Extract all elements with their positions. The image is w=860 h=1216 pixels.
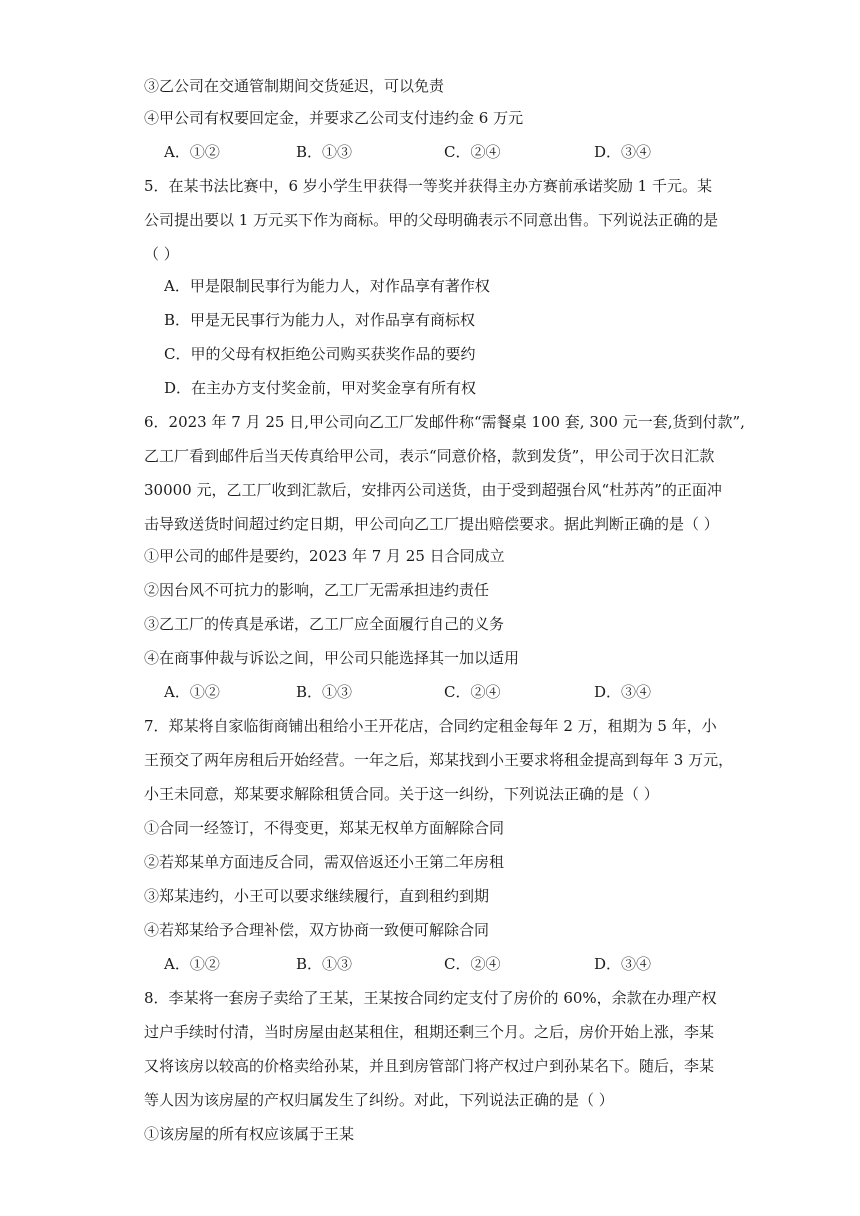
q4-option-b: B．①③ — [296, 143, 353, 161]
q7-stem-line-2: 王预交了两年房租后开始经营。一年之后，郑某找到小王要求将租金提高到每年 3 万元， — [144, 751, 734, 769]
q7-item-2: ②若郑某单方面违反合同，需双倍返还小王第二年房租 — [144, 853, 505, 871]
q5-stem-line-3: （ ） — [144, 245, 179, 263]
q7-item-1: ①合同一经签订，不得变更，郑某无权单方面解除合同 — [144, 819, 505, 837]
q6-item-2: ②因台风不可抗力的影响，乙工厂无需承担违约责任 — [144, 581, 490, 599]
q6-item-1: ①甲公司的邮件是要约，2023 年 7 月 25 日合同成立 — [144, 547, 505, 565]
q6-option-d: D．③④ — [594, 683, 652, 701]
q5-choice-d: D．在主办方支付奖金前，甲对奖金享有所有权 — [164, 379, 477, 397]
q6-option-c: C．②④ — [444, 683, 501, 701]
q7-stem-line-3: 小王未同意，郑某要求解除租赁合同。关于这一纠纷，下列说法正确的是（ ） — [144, 785, 659, 803]
q6-stem-line-4: 击导致送货时间超过约定日期，甲公司向乙工厂提出赔偿要求。据此判断正确的是（ ） — [144, 515, 719, 533]
q7-stem-line-1: 7．郑某将自家临街商铺出租给小王开花店，合同约定租金每年 2 万，租期为 5 年，小 — [144, 717, 717, 735]
q4-item-4: ④甲公司有权要回定金，并要求乙公司支付违约金 6 万元 — [144, 109, 524, 127]
q4-option-a: A．①② — [164, 143, 220, 161]
q4-option-c: C．②④ — [444, 143, 501, 161]
q5-choice-a: A．甲是限制民事行为能力人，对作品享有著作权 — [164, 277, 490, 295]
q6-option-a: A．①② — [164, 683, 220, 701]
q8-item-1: ①该房屋的所有权应该属于王某 — [144, 1125, 355, 1143]
q6-stem-line-2: 乙工厂看到邮件后当天传真给甲公司，表示“同意价格，款到发货”，甲公司于次日汇款 — [144, 447, 715, 465]
q6-stem-line-1: 6．2023 年 7 月 25 日,甲公司向乙工厂发邮件称“需餐桌 100 套, 300 元一套,货到付款”, — [144, 413, 745, 431]
q8-stem-line-1: 8．李某将一套房子卖给了王某，王某按合同约定支付了房价的 60%，余款在办理产权 — [144, 989, 717, 1007]
q7-option-a: A．①② — [164, 955, 220, 973]
q8-stem-line-2: 过户手续时付清，当时房屋由赵某租住，租期还剩三个月。之后，房价开始上涨，李某 — [144, 1023, 715, 1041]
q6-item-3: ③乙工厂的传真是承诺，乙工厂应全面履行自己的义务 — [144, 615, 505, 633]
q5-stem-line-2: 公司提出要以 1 万元买下作为商标。甲的父母明确表示不同意出售。下列说法正确的是 — [144, 211, 719, 229]
q4-option-d: D．③④ — [594, 143, 652, 161]
q4-item-3: ③乙公司在交通管制期间交货延迟，可以免责 — [144, 77, 445, 95]
q7-item-3: ③郑某违约，小王可以要求继续履行，直到租约到期 — [144, 887, 490, 905]
q8-stem-line-3: 又将该房以较高的价格卖给孙某，并且到房管部门将产权过户到孙某名下。随后，李某 — [144, 1057, 715, 1075]
q7-option-d: D．③④ — [594, 955, 652, 973]
q6-stem-line-3: 30000 元，乙工厂收到汇款后，安排丙公司送货，由于受到超强台风“杜苏芮”的正面冲 — [144, 481, 722, 499]
q7-option-c: C．②④ — [444, 955, 501, 973]
q5-choice-c: C．甲的父母有权拒绝公司购买获奖作品的要约 — [164, 345, 476, 363]
q5-stem-line-1: 5．在某书法比赛中，6 岁小学生甲获得一等奖并获得主办方赛前承诺奖励 1 千元。某 — [144, 177, 712, 195]
q6-option-b: B．①③ — [296, 683, 353, 701]
q5-choice-b: B．甲是无民事行为能力人，对作品享有商标权 — [164, 311, 476, 329]
q6-item-4: ④在商事仲裁与诉讼之间，甲公司只能选择其一加以适用 — [144, 649, 520, 667]
q7-item-4: ④若郑某给予合理补偿，双方协商一致便可解除合同 — [144, 921, 490, 939]
q8-stem-line-4: 等人因为该房屋的产权归属发生了纠纷。对此，下列说法正确的是（ ） — [144, 1091, 614, 1109]
q7-option-b: B．①③ — [296, 955, 353, 973]
